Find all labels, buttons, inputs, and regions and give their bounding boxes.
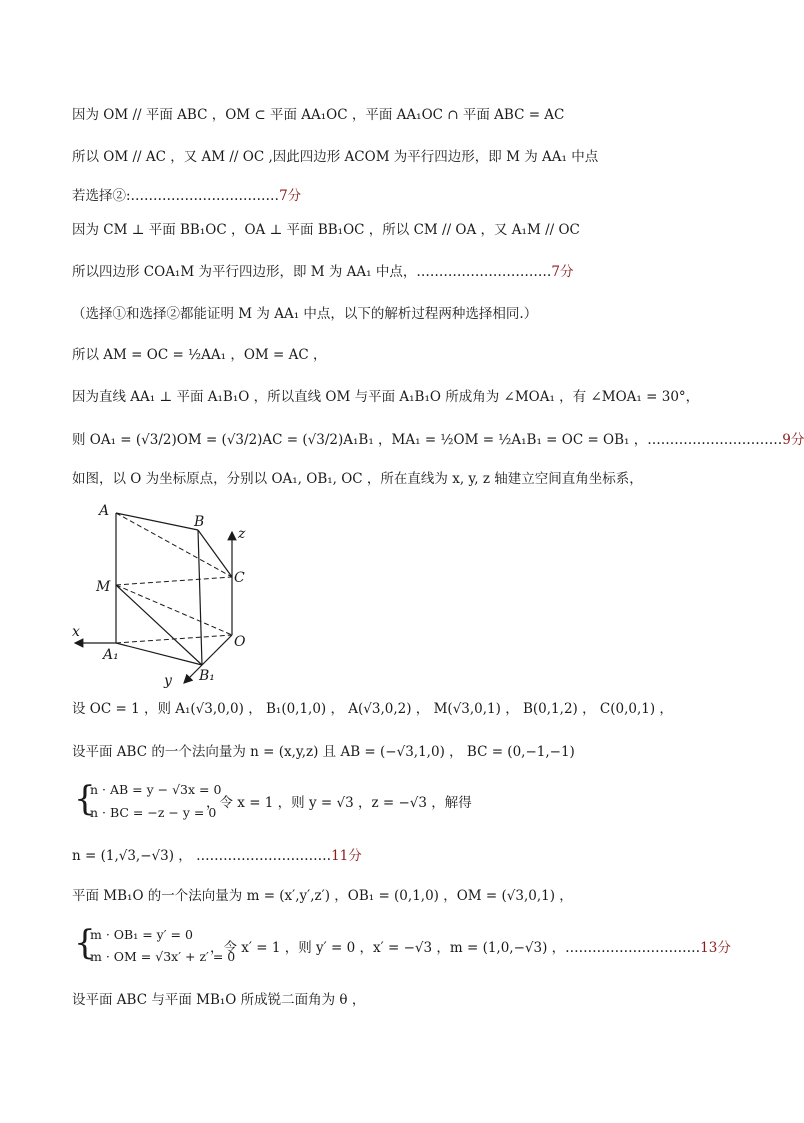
system-1-eq-2: n · BC = −z − y = 0 <box>90 805 217 820</box>
edge-M-O-dashed <box>116 585 232 635</box>
edge-M-B1 <box>116 585 202 665</box>
score-7-a: 7分 <box>279 188 302 204</box>
edge-A1-O-dashed <box>116 635 232 643</box>
label-C: C <box>234 570 245 586</box>
system-1-eq-1: n · AB = y − √3x = 0 <box>90 782 222 797</box>
system-2-eq-1: m · OB₁ = y′ = 0 <box>90 927 193 942</box>
label-M: M <box>96 579 111 595</box>
line-3 <box>72 186 301 206</box>
line-13: ，令 x = 1 ，则 y = √3 ，z = −√3 ，解得 <box>206 795 472 811</box>
label-z: z <box>238 526 246 542</box>
line-16 <box>210 938 731 958</box>
system-2-eq-2: m · OM = √3x′ + z′ = 0 <box>90 949 236 964</box>
line-16-text: ，令 x′ = 1 ，则 y′ = 0 ，x′ = −√3 ，m = (1,0,−√3) ，………………………… <box>210 940 701 956</box>
label-B1: B₁ <box>199 668 215 684</box>
line-9 <box>72 430 804 450</box>
label-x: x <box>72 624 80 640</box>
edge-B-B1 <box>198 530 202 665</box>
line-14 <box>72 846 362 866</box>
label-B: B <box>194 514 205 530</box>
score-11: 11分 <box>331 848 362 864</box>
line-11: 设 OC = 1 ，则 A₁(√3,0,0) ， B₁(0,1,0) ， A(√3,0,2) ， M(√3,0,1) ， B(0,1,2) ， C(0,0,1) ， <box>72 701 673 717</box>
score-9: 9分 <box>782 432 804 448</box>
score-7-b: 7分 <box>551 264 574 280</box>
edge-A1-B1 <box>116 643 202 665</box>
line-15: 平面 MB₁O 的一个法向量为 m = (x′,y′,z′) ，OB₁ = (0,1,0) ，OM = (√3,0,1) ， <box>72 888 573 904</box>
line-5-text: 所以四边形 COA₁M 为平行四边形，即 M 为 AA₁ 中点，………………………… <box>72 264 552 280</box>
edge-A-B <box>116 513 198 530</box>
line-5 <box>72 262 573 282</box>
line-1: 因为 OM // 平面 ABC ，OM ⊂ 平面 AA₁OC ，平面 AA₁OC ∩ 平面 ABC = AC <box>72 107 565 123</box>
line-2: 所以 OM // AC ，又 AM // OC ,因此四边形 ACOM 为平行四边形，即 M 为 AA₁ 中点 <box>72 149 599 165</box>
line-10: 如图，以 O 为坐标原点，分别以 OA₁, OB₁, OC ，所在直线为 x, y, z 轴建立空间直角坐标系， <box>72 471 643 487</box>
system-2-brace: { <box>74 923 96 963</box>
edge-B1-O <box>202 635 232 665</box>
coordinate-figure <box>66 498 266 688</box>
score-13: 13分 <box>700 940 731 956</box>
label-A: A <box>99 503 110 519</box>
line-8: 因为直线 AA₁ ⊥ 平面 A₁B₁O ，所以直线 OM 与平面 A₁B₁O 所成角为 ∠MOA₁ ，有 ∠MOA₁ = 30°， <box>72 389 700 405</box>
line-9-text: 则 OA₁ = (√3/2)OM = (√3/2)AC = (√3/2)A₁B₁ ，MA₁ = ½OM = ½A₁B₁ = OC = OB₁ ，………………………… <box>72 432 783 448</box>
label-y: y <box>164 673 172 689</box>
edge-B-C <box>198 530 232 577</box>
edge-M-C-dashed <box>116 577 232 585</box>
line-6: （选择①和选择②都能证明 M 为 AA₁ 中点，以下的解析过程两种选择相同.） <box>72 306 538 322</box>
line-17: 设平面 ABC 与平面 MB₁O 所成锐二面角为 θ ， <box>72 992 366 1008</box>
line-3-text: 若选择②:…………………………… <box>72 188 280 204</box>
line-12: 设平面 ABC 的一个法向量为 n = (x,y,z) 且 AB = (−√3,1,0) ， BC = (0,−1,−1) <box>72 744 575 760</box>
label-O: O <box>234 634 246 650</box>
line-7: 所以 AM = OC = ½AA₁ ，OM = AC ， <box>72 347 327 363</box>
line-14-text: n = (1,√3,−√3) ， ………………………… <box>72 848 332 864</box>
line-4: 因为 CM ⊥ 平面 BB₁OC ，OA ⊥ 平面 BB₁OC ，所以 CM // OA ，又 A₁M // OC <box>72 222 580 238</box>
label-A1: A₁ <box>103 647 119 663</box>
system-1-brace: { <box>74 779 96 819</box>
edge-A-C-dashed <box>116 513 232 577</box>
